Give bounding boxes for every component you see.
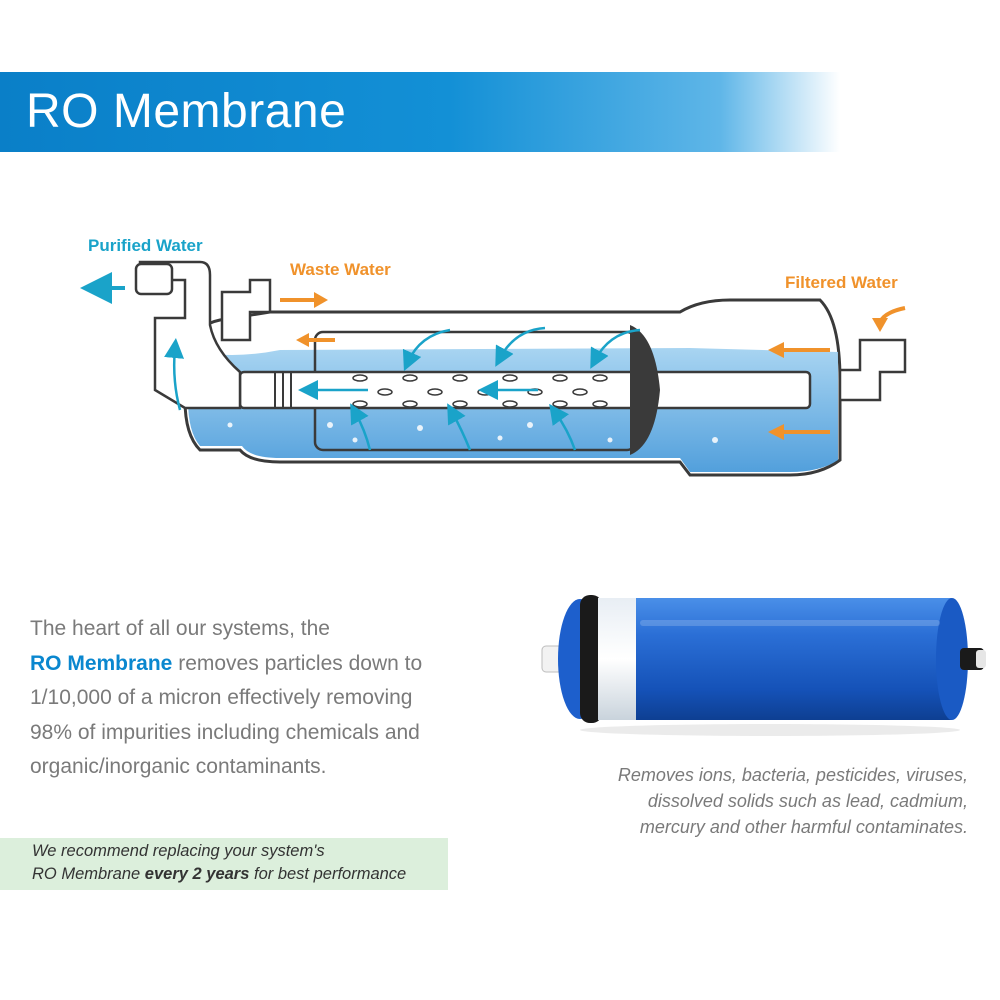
ro-membrane-highlight: RO Membrane <box>30 651 173 675</box>
description-paragraph <box>30 612 470 785</box>
ro-membrane-diagram <box>0 200 1000 500</box>
waste-water-label: Waste Water <box>290 260 391 279</box>
recommendation-line-2-post: for best performance <box>249 865 407 883</box>
page-title: RO Membrane <box>26 85 347 138</box>
product-caption <box>528 762 968 840</box>
purified-outlet-cap <box>136 264 172 294</box>
description-line-2 <box>30 647 470 682</box>
description-line-3: 1/10,000 of a micron effectively removing <box>30 686 413 709</box>
caption-line-2: dissolved solids such as lead, cadmium, <box>647 791 968 811</box>
description-line-4: 98% of impurities including chemicals and <box>30 720 420 744</box>
description-line-1: The heart of all our systems, the <box>30 617 330 640</box>
caption-line-3: mercury and other harmful contaminates. <box>639 817 968 837</box>
recommendation-line-2-pre: RO Membrane <box>32 865 145 883</box>
recommendation-line-1: We recommend replacing your system's <box>32 842 325 860</box>
description-line-5: organic/inorganic contaminants. <box>30 755 327 778</box>
membrane-body <box>636 598 952 720</box>
purified-water-label: Purified Water <box>88 236 203 255</box>
filtered-inlet-pipe <box>840 340 905 400</box>
caption-line-1: Removes ions, bacteria, pesticides, viruses, <box>617 765 968 785</box>
description-line-2-rest: removes particles down to <box>172 651 423 675</box>
recommendation-box <box>0 838 448 890</box>
white-band <box>598 598 638 720</box>
filtered-water-label: Filtered Water <box>785 273 898 292</box>
water-fill <box>188 348 838 472</box>
product-shadow <box>580 724 960 736</box>
replacement-interval: every 2 years <box>144 865 250 883</box>
recommendation-line-2 <box>32 865 406 884</box>
membrane-product-image <box>540 580 1000 740</box>
title-banner <box>0 72 1000 152</box>
waste-arrow <box>280 292 328 308</box>
